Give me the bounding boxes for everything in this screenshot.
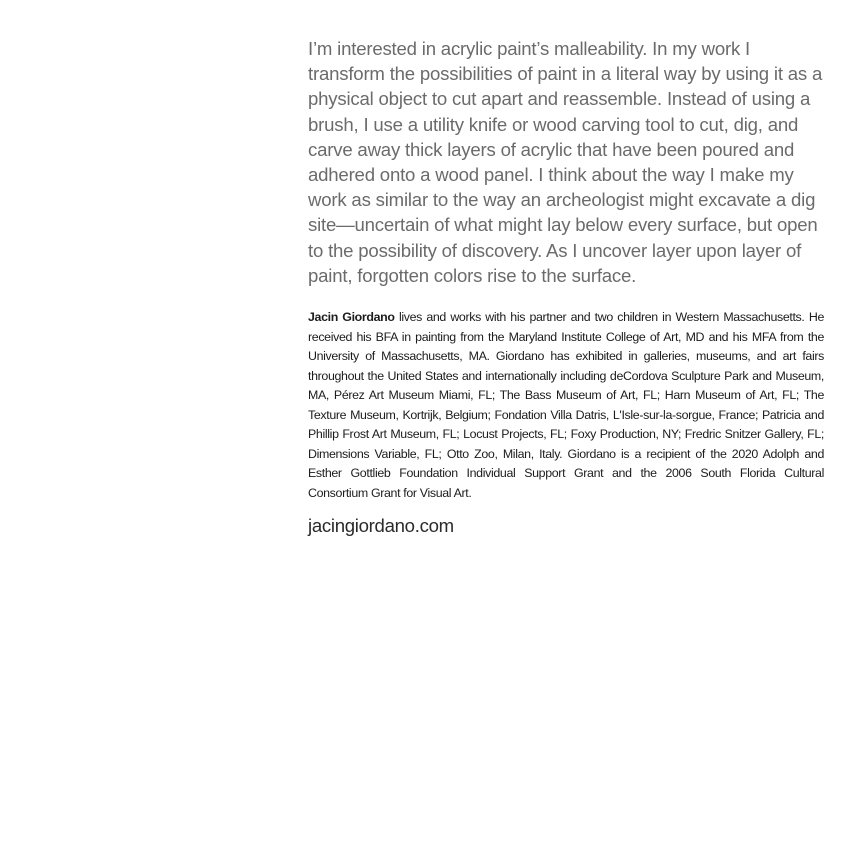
- text-column: [308, 36, 824, 539]
- artist-statement: I’m interested in acrylic paint’s malleability. In my work I transform the possibilities of paint in a literal way by using it as a physical object to cut apart and reassemble. Instead of using a brush, I use a utility knife or wood carving tool to cut, dig, and carve away thick layers of acrylic that have been poured and adhered onto a wood panel. I think about the way I make my work as similar to the way an archeologist might excavate a dig site—uncertain of what might lay below every surface, but open to the possibility of discovery. As I uncover layer upon layer of paint, forgotten colors rise to the surface.: [308, 38, 823, 286]
- artist-bio: [308, 308, 824, 503]
- website-link[interactable]: jacingiordano.com: [308, 515, 454, 537]
- bio-text: lives and works with his partner and two children in Western Massachusetts. He received his BFA in painting from the Maryland Institute College of Art, MD and his MFA from the University of Massachusetts, MA. Giordano has exhibited in galleries, museums, and art fairs throughout the United States and internationally including deCordova Sculpture Park and Museum, MA, Pérez Art Museum Miami, FL; The Bass Museum of Art, FL; Harn Museum of Art, FL; The Texture Museum, Kortrijk, Belgium; Fondation Villa Datris, L'Isle-sur-la-sorgue, France; Patricia and Phillip Frost Art Museum, FL; Locust Projects, FL; Foxy Production, NY; Fredric Snitzer Gallery, FL; Dimensions Variable, FL; Otto Zoo, Milan, Italy. Giordano is a recipient of the 2020 Adolph and Esther Gottlieb Foundation Individual Support Grant and the 2006 South Florida Cultural Consortium Grant for Visual Art.: [308, 310, 825, 500]
- website: [308, 513, 824, 539]
- artist-name: Jacin Giordano: [308, 310, 395, 325]
